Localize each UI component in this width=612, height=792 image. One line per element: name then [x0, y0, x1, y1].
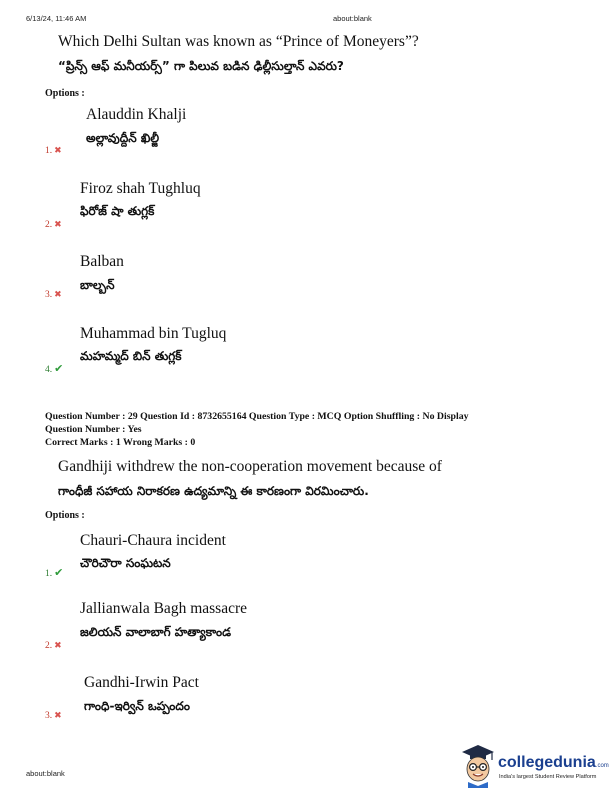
correct-check-icon: ✔ — [54, 362, 64, 375]
print-url: about:blank — [333, 14, 372, 23]
student-mascot-icon — [458, 742, 498, 788]
option-4-text-en: Muhammad bin Tugluq — [80, 325, 227, 342]
options-label: Options : — [45, 88, 85, 99]
wrong-mark-icon: ✖ — [54, 641, 62, 651]
option-3-text-te: గాంధి-ఇర్విన్ ఒప్పందం — [84, 699, 190, 713]
option-3-number: 3. ✖ — [45, 290, 62, 300]
question-meta-line-3: Correct Marks : 1 Wrong Marks : 0 — [45, 437, 196, 448]
option-3-text-te: బాల్బన్ — [80, 278, 115, 292]
question-meta-line-2: Question Number : Yes — [45, 424, 142, 435]
logo-tagline: India's largest Student Review Platform — [499, 774, 597, 780]
question-text-te: “ప్రిన్స్ ఆఫ్ మనీయర్స్” గా పిలువ బడిన ఢిల్లీసుల్తాన్ ఎవరు? — [58, 59, 344, 73]
wrong-mark-icon: ✖ — [54, 220, 62, 230]
options-label: Options : — [45, 510, 85, 521]
option-1-text-en: Alauddin Khalji — [86, 106, 187, 123]
option-1-text-en: Chauri-Chaura incident — [80, 532, 226, 549]
option-2-text-en: Jallianwala Bagh massacre — [80, 600, 247, 617]
option-3-text-en: Balban — [80, 253, 124, 270]
option-3-number: 3. ✖ — [45, 711, 62, 721]
option-1-number: 1. ✖ — [45, 146, 62, 156]
wrong-mark-icon: ✖ — [54, 146, 62, 156]
option-1-number: 1. ✔ — [45, 566, 64, 579]
option-1-text-te: అల్లావుద్దీన్ ఖిల్జీ — [86, 131, 160, 145]
option-3-text-en: Gandhi-Irwin Pact — [84, 674, 199, 691]
question-meta-line-1: Question Number : 29 Question Id : 8732655164 Question Type : MCQ Option Shuffling : No Display — [45, 411, 469, 422]
option-2-number: 2. ✖ — [45, 220, 62, 230]
option-4-text-te: మహమ్మద్ బిన్ తుగ్లక్ — [80, 349, 182, 363]
logo-suffix: .com — [595, 763, 609, 769]
option-2-text-te: ఫిరోజ్ షా తుగ్లక్ — [80, 204, 155, 218]
option-2-number: 2. ✖ — [45, 641, 62, 651]
option-2-text-te: జలియన్ వాలాబాగ్ హత్యాకాండ — [80, 625, 232, 639]
option-1-text-te: చౌరిచౌరా సంఘటన — [80, 556, 171, 570]
wrong-mark-icon: ✖ — [54, 711, 62, 721]
question-text-te: గాంధీజీ సహాయ నిరాకరణ ఉద్యమాన్ని ఈ కారణంగా విరమించారు. — [58, 484, 369, 498]
wrong-mark-icon: ✖ — [54, 290, 62, 300]
option-4-number: 4. ✔ — [45, 362, 64, 375]
collegedunia-logo — [458, 742, 609, 790]
correct-check-icon: ✔ — [54, 566, 64, 579]
footer-url: about:blank — [26, 769, 65, 778]
option-2-text-en: Firoz shah Tughluq — [80, 180, 201, 197]
question-text-en: Which Delhi Sultan was known as “Prince of Moneyers”? — [58, 33, 419, 50]
question-text-en: Gandhiji withdrew the non-cooperation movement because of — [58, 458, 442, 475]
logo-wordmark: collegedunia — [498, 754, 596, 771]
print-datetime: 6/13/24, 11:46 AM — [26, 14, 87, 23]
